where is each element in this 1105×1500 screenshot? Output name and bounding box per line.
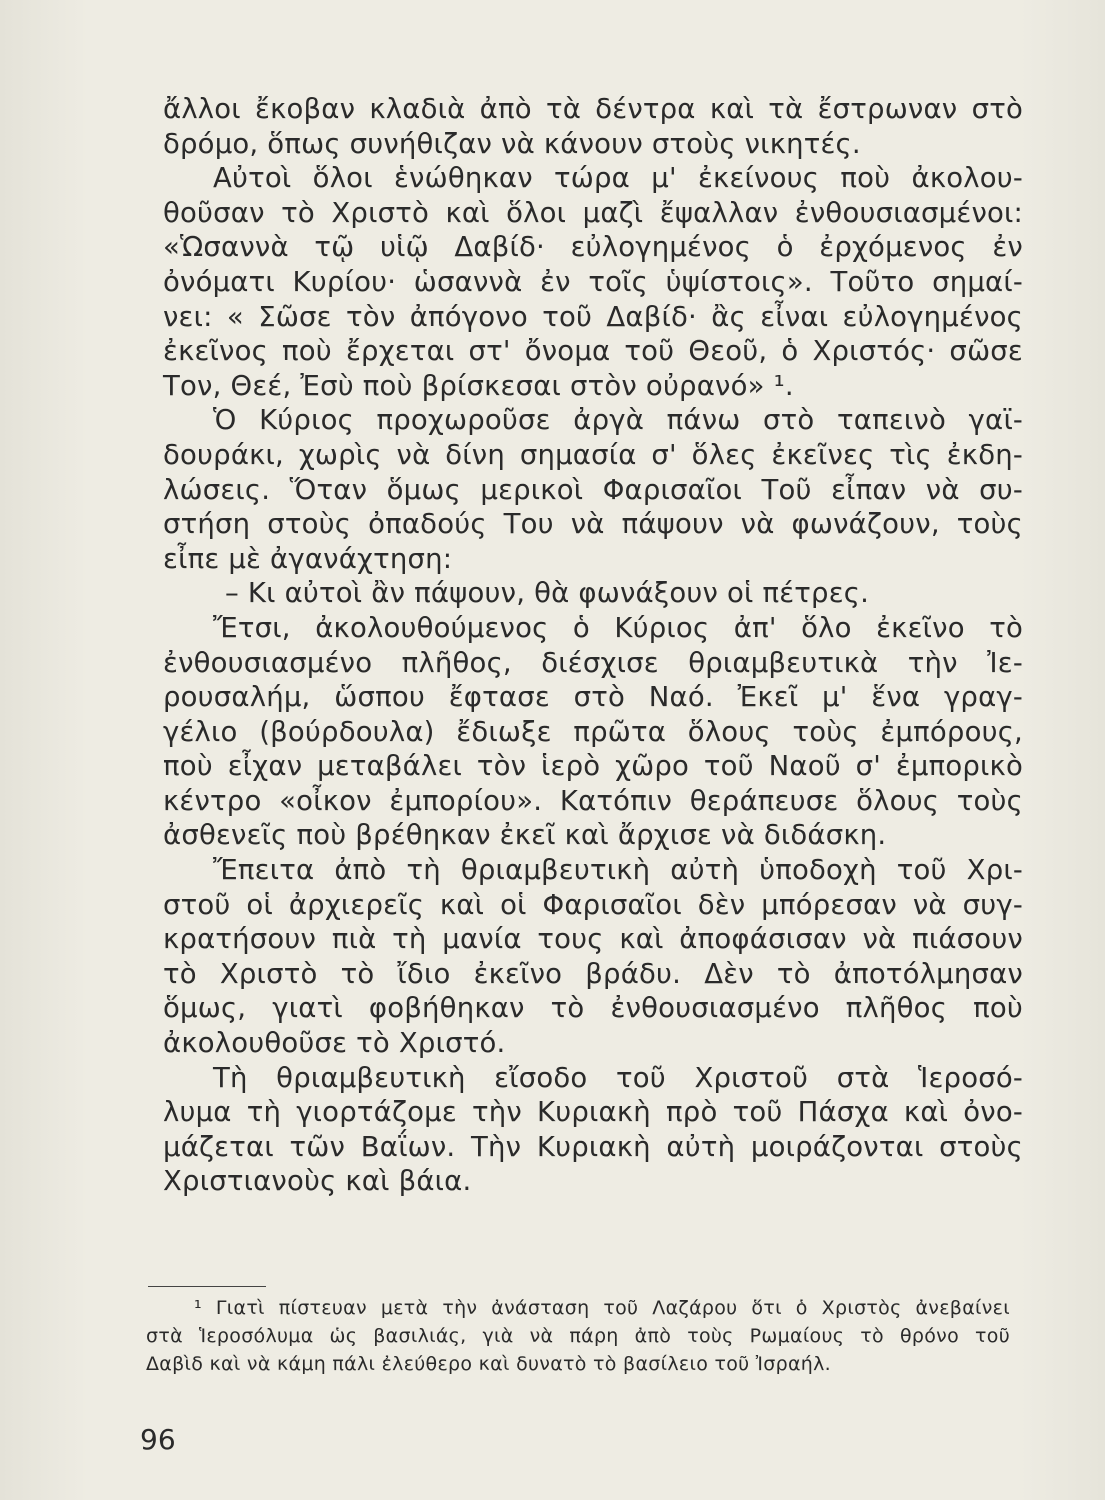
text-line: λυμα τὴ γιορτάζομε τὴν Κυριακὴ πρὸ τοῦ Πάσχα καὶ ὀνο- bbox=[163, 1096, 1023, 1129]
text-line: Αὐτοὶ ὅλοι ἑνώθηκαν τώρα μ' ἐκείνους ποὺ ἀκολου- bbox=[213, 162, 1023, 195]
text-line: κρατήσουν πιὰ τὴ μανία τους καὶ ἀποφάσισαν νὰ πιάσουν bbox=[163, 923, 1023, 956]
text-line: δουράκι, χωρὶς νὰ δίνη σημασία σ' ὅλες ἐκεῖνες τὶς ἐκδη- bbox=[163, 438, 1023, 471]
main-text bbox=[163, 92, 1023, 1199]
text-line: ὀνόματι Κυρίου· ὡσαννὰ ἐν τοῖς ὑψίστοις». Τοῦτο σημαί- bbox=[163, 265, 1023, 298]
footnote-divider bbox=[148, 1286, 266, 1287]
text-line: θοῦσαν τὸ Χριστὸ καὶ ὅλοι μαζὶ ἔψαλλαν ἐνθουσιασμένοι: bbox=[163, 196, 1023, 229]
text-line: «Ὡσαννὰ τῷ υἱῷ Δαβίδ· εὐλογημένος ὁ ἐρχόμενος ἐν bbox=[163, 231, 1023, 264]
page-number: 96 bbox=[140, 1423, 176, 1456]
text-line: ἀσθενεῖς ποὺ βρέθηκαν ἐκεῖ καὶ ἄρχισε νὰ διδάσκη. bbox=[163, 819, 887, 852]
text-line: γέλιο (βούρδουλα) ἔδιωξε πρῶτα ὅλους τοὺς ἐμπόρους, bbox=[163, 715, 1023, 748]
footnote-line: στὰ Ἱεροσόλυμα ὡς βασιλιάς, γιὰ νὰ πάρη ἀπὸ τοὺς Ρωμαίους τὸ θρόνο τοῦ bbox=[146, 1325, 1010, 1347]
text-line: Τὴ θριαμβευτικὴ εἴσοδο τοῦ Χριστοῦ στὰ Ἱεροσό- bbox=[213, 1061, 1023, 1094]
text-line: στοῦ οἱ ἀρχιερεῖς καὶ οἱ Φαρισαῖοι δὲν μπόρεσαν νὰ συγ- bbox=[163, 888, 1023, 921]
dialogue-line: – Κι αὐτοὶ ἂν πάψουν, θὰ φωνάξουν οἱ πέτρες. bbox=[225, 577, 870, 610]
text-line: ἐνθουσιασμένο πλῆθος, διέσχισε θριαμβευτικὰ τὴν Ἰε- bbox=[163, 646, 1023, 679]
text-line: ὅμως, γιατὶ φοβήθηκαν τὸ ἐνθουσιασμένο πλῆθος ποὺ bbox=[163, 992, 1023, 1025]
text-line: Ἔτσι, ἀκολουθούμενος ὁ Κύριος ἀπ' ὅλο ἐκεῖνο τὸ bbox=[213, 611, 1023, 644]
text-line: ἄλλοι ἔκοβαν κλαδιὰ ἀπὸ τὰ δέντρα καὶ τὰ ἔστρωναν στὸ bbox=[163, 93, 1023, 125]
text-line: λώσεις. Ὅταν ὅμως μερικοὶ Φαρισαῖοι Τοῦ εἶπαν νὰ συ- bbox=[163, 473, 1023, 506]
footnote bbox=[146, 1294, 1010, 1378]
text-line: στήση στοὺς ὀπαδούς Του νὰ πάψουν νὰ φωνάζουν, τοὺς bbox=[163, 508, 1023, 541]
text-line: νει: « Σῶσε τὸν ἀπόγονο τοῦ Δαβίδ· ἂς εἶναι εὐλογημένος bbox=[163, 300, 1023, 333]
text-line: Χριστιανοὺς καὶ βάια. bbox=[163, 1165, 472, 1198]
text-line: μάζεται τῶν Βαΐων. Τὴν Κυριακὴ αὐτὴ μοιράζονται στοὺς bbox=[163, 1130, 1023, 1163]
text-line: Τον, Θεέ, Ἐσὺ ποὺ βρίσκεσαι στὸν οὐρανό» ¹. bbox=[163, 369, 794, 402]
text-line: τὸ Χριστὸ τὸ ἴδιο ἐκεῖνο βράδυ. Δὲν τὸ ἀποτόλμησαν bbox=[163, 957, 1023, 990]
text-line: ποὺ εἶχαν μεταβάλει τὸν ἱερὸ χῶρο τοῦ Ναοῦ σ' ἐμπορικὸ bbox=[163, 750, 1023, 783]
text-line: ἐκεῖνος ποὺ ἔρχεται στ' ὄνομα τοῦ Θεοῦ, ὁ Χριστός· σῶσε bbox=[163, 335, 1023, 368]
text-line: Ὁ Κύριος προχωροῦσε ἀργὰ πάνω στὸ ταπεινὸ γαϊ- bbox=[213, 404, 1023, 437]
text-line: κέντρο «οἶκον ἐμπορίου». Κατόπιν θεράπευσε ὅλους τοὺς bbox=[163, 784, 1023, 817]
text-line: εἶπε μὲ ἀγανάχτηση: bbox=[163, 542, 453, 575]
text-line: Ἔπειτα ἀπὸ τὴ θριαμβευτικὴ αὐτὴ ὑποδοχὴ τοῦ Χρι- bbox=[213, 854, 1023, 887]
text-line: δρόμο, ὅπως συνήθιζαν νὰ κάνουν στοὺς νικητές. bbox=[163, 127, 861, 160]
footnote-line: ¹ Γιατὶ πίστευαν μετὰ τὴν ἀνάσταση τοῦ Λαζάρου ὅτι ὁ Χριστὸς ἀνεβαίνει bbox=[194, 1297, 1010, 1319]
footnote-line: Δαβὶδ καὶ νὰ κάμη πάλι ἐλεύθερο καὶ δυνατὸ τὸ βασίλειο τοῦ Ἰσραήλ. bbox=[146, 1353, 832, 1375]
text-line: ἀκολουθοῦσε τὸ Χριστό. bbox=[163, 1027, 506, 1060]
text-line: ρουσαλήμ, ὥσπου ἔφτασε στὸ Ναό. Ἐκεῖ μ' ἕνα γραγ- bbox=[163, 681, 1023, 714]
